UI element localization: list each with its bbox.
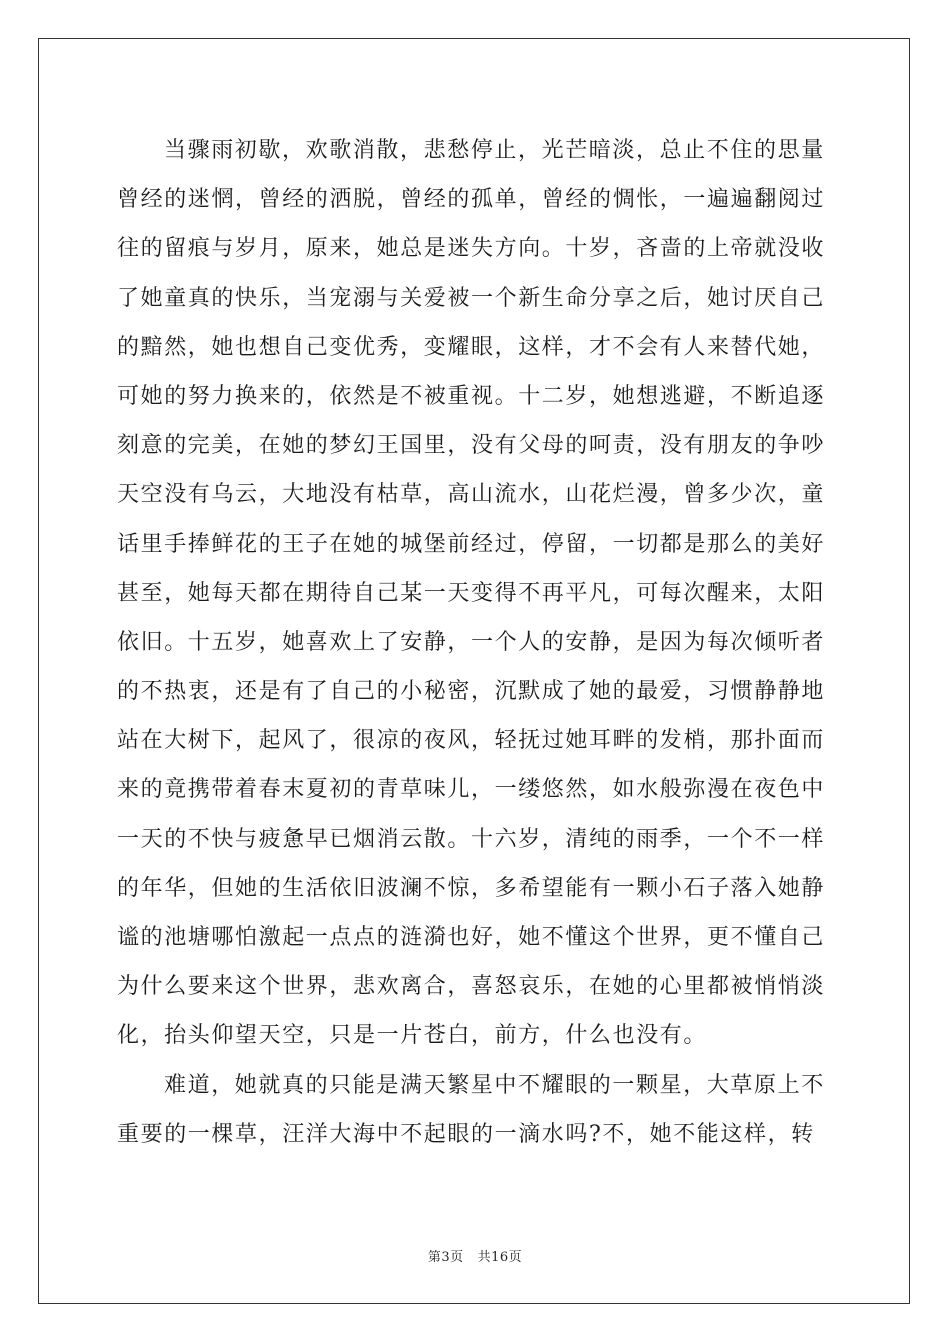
text-line: 的不热衷，还是有了自己的小秘密，沉默成了她的最爱，习惯静静地 [117,679,826,705]
text-line: 站在大树下，起风了，很凉的夜风，轻抚过她耳畔的发梢，那扑面而 [117,728,826,754]
page-number: 第3页 [427,1250,464,1265]
text-line: 为什么要来这个世界，悲欢离合，喜怒哀乐，在她的心里都被悄悄淡 [117,974,826,1000]
text-line: 一天的不快与疲惫早已烟消云散。十六岁，清纯的雨季，一个不一样 [117,826,826,852]
text-line: 甚至，她每天都在期待自己某一天变得不再平凡，可每次醒来，太阳 [117,580,826,606]
text-line: 可她的努力换来的，依然是不被重视。十二岁，她想逃避，不断追逐 [117,383,826,409]
text-line: 的年华，但她的生活依旧波澜不惊，多希望能有一颗小石子落入她静 [117,875,826,901]
text-line: 依旧。十五岁，她喜欢上了安静，一个人的安静，是因为每次倾听者 [117,629,826,655]
text-line: 曾经的迷惘，曾经的洒脱，曾经的孤单，曾经的惆怅，一遍遍翻阅过 [117,187,826,213]
text-line: 重要的一棵草，汪洋大海中不起眼的一滴水吗?不，她不能这样，转 [117,1121,815,1147]
text-line: 了她童真的快乐，当宠溺与关爱被一个新生命分享之后，她讨厌自己 [117,285,826,311]
document-body [117,126,833,1159]
text-line: 往的留痕与岁月，原来，她总是迷失方向。十岁，吝啬的上帝就没收 [117,236,826,262]
page-footer [0,1246,950,1265]
text-line: 难道，她就真的只能是满天繁星中不耀眼的一颗星，大草原上不 [164,1072,825,1098]
text-line: 当骤雨初歇，欢歌消散，悲愁停止，光芒暗淡，总止不住的思量 [164,138,825,163]
text-line: 话里手捧鲜花的王子在她的城堡前经过，停留，一切都是那么的美好 [117,531,826,557]
text-line: 刻意的完美，在她的梦幻王国里，没有父母的呵责，没有朋友的争吵 [117,433,826,459]
total-pages: 共16页 [477,1250,523,1265]
text-line: 化，抬头仰望天空，只是一片苍白，前方，什么也没有。 [117,1023,708,1049]
text-line: 的黯然，她也想自己变优秀，变耀眼，这样，才不会有人来替代她， [117,334,826,360]
text-line: 谧的池塘哪怕激起一点点的涟漪也好，她不懂这个世界，更不懂自己 [117,925,826,950]
text-line: 来的竟携带着春末夏初的青草味儿，一缕悠然，如水般弥漫在夜色中 [117,777,826,803]
text-line: 天空没有乌云，大地没有枯草，高山流水，山花烂漫，曾多少次，童 [117,482,826,508]
